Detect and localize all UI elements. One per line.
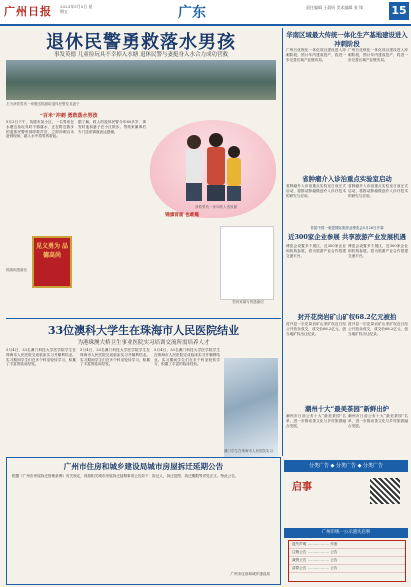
lead-photo <box>6 60 276 100</box>
story2-photo <box>224 358 278 458</box>
family-caption: 获救男孩一家向救人者致谢 <box>195 205 237 209</box>
right-story-b-headline: 省肿瘤介入诊治重点实验室启动 <box>302 175 392 183</box>
section-title: 广东 <box>178 5 206 21</box>
notice-row: 减资公告 ……………… 公告 <box>289 557 405 565</box>
right-story-c-pretitle: 首届中国一東盟国际旅游业博览会5月26日开幕 <box>310 226 384 230</box>
notice-row: 清算公告 ……………… 公告 <box>289 565 405 573</box>
newspaper-logo: 广州日报 <box>4 5 52 18</box>
page-number: 15 <box>389 2 409 20</box>
public-notice-header: 广州市统一公示遗失启事 <box>284 528 408 538</box>
right-story-c-body-2: 博览会设置多个展区，近300家企业和机构参展，将为旅游产业合作搭建交流平台。 <box>348 244 408 258</box>
heart-label: 锦旗和感谢信 <box>6 268 27 272</box>
right-story-b-body-2: 省肿瘤介入诊治重点实验室日前正式启动，将推动肿瘤微创介入诊疗技术的研究与应用。 <box>348 184 408 198</box>
public-notice-table <box>288 540 406 582</box>
notice-signature: 广州市住房和城乡建设局 <box>230 572 270 576</box>
family-photo <box>172 128 252 204</box>
story2-body-column-2: 5月4日，33名澳门科技大学医学院学生在珠海市人民医院完成临床实习并顺利结业。实习期间学生们在多个科室轮转学习，积累了丰富的临床经验。 <box>80 348 150 367</box>
editor-credit: 责任编辑 王晨昕 美术编辑 张 锋 <box>306 5 364 10</box>
right-story-c-headline: 近300家企业参展 共享旅游产业发展机遇 <box>288 233 406 241</box>
story2-photo-caption: 澳门学生在珠海市人民医院实习 <box>224 449 273 453</box>
qr-code-icon <box>370 478 400 504</box>
lead-subheadline: 事发英德 儿童捡玩具不幸掉入水塘 退休民警与妻挺身入水合力成功营救 <box>54 52 228 58</box>
notice-headline: 广州市住房和城乡建设局城市房屋拆迁延期公告 <box>63 462 224 471</box>
right-story-d-headline: 封开花岗岩矿山矿权68.2亿元被拍 <box>297 313 397 321</box>
issue-date: 2023年5月5日 星期五 <box>60 4 93 14</box>
thank-you-letter <box>220 226 274 300</box>
story2-headline: 33位澳科大学生在珠海市人民医院结业 <box>47 324 240 337</box>
story2-subheadline: 为港珠澳大桥卫生事业医院实习培训交流所需培养人才 <box>77 340 210 346</box>
right-story-a-body-2: 广州石化炼化一体化项目建设进入冲刺阶段，预计年内建成投产，将进一步完善区域产业链布局。 <box>348 48 408 62</box>
story2-body-column-1: 5月4日，33名澳门科技大学医学院学生在珠海市人民医院完成临床实习并顺利结业。实习期间学生们在多个科室轮转学习，积累了丰富的临床经验。 <box>6 348 76 367</box>
classified-ads-header: 分类广告 ◆ 分类广告 ◆ 分类广告 <box>284 460 408 472</box>
lead-photo-caption: 左为获救男孩一家赠送锦旗给退休民警及其妻子 <box>6 102 80 106</box>
lead-body-column-1: 5月3日下午，英德市某小区，一名男孩在水塘边捡玩具时不慎落水，正在附近散步的退休民警听到呼救声后，立即冲刺百米赶到现场，跳入水中将男孩救起。 <box>6 120 74 139</box>
right-story-d-body-2: 封开县一宗花岗岩矿山采矿权近日经公开拍卖成交，成交价68.2亿元，创当地矿权出让纪录。 <box>348 322 408 336</box>
right-story-a-body-1: 广州石化炼化一体化项目建设进入冲刺阶段，预计年内建成投产，将进一步完善区域产业链布局。 <box>286 48 346 62</box>
column-divider <box>282 28 283 456</box>
notice-row: 遗失声明 ……………… 作废 <box>289 541 405 549</box>
classified-notice-word: 启事 <box>292 482 312 493</box>
right-story-a-headline: 华南区域最大传统一体化生产基地建设进入冲刺阶段 <box>286 31 408 48</box>
letter-caption: 男孩家属写的感谢信 <box>232 300 264 304</box>
right-story-e-body-2: 潮州市日前公布十大“最美茶园”名单，进一步推动茶文化与乡村旅游融合发展。 <box>348 414 408 428</box>
story2-body-column-3: 5月4日，33名澳门科技大学医学院学生在珠海市人民医院完成临床实习并顺利结业。实习期间学生们在多个科室轮转学习，积累了丰富的临床经验。 <box>154 348 220 367</box>
section-divider <box>6 318 281 319</box>
lead-headline: 退休民警勇救落水男孩 <box>46 32 236 53</box>
right-story-d-body-1: 封开县一宗花岗岩矿山采矿权近日经公开拍卖成交，成交价68.2亿元，创当地矿权出让纪录。 <box>286 322 346 336</box>
right-story-c-body-1: 博览会设置多个展区，近300家企业和机构参展，将为旅游产业合作搭建交流平台。 <box>286 244 346 258</box>
right-story-e-body-1: 潮州市日前公布十大“最美茶园”名单，进一步推动茶文化与乡村旅游融合发展。 <box>286 414 346 428</box>
lead-body-column-2: 据了解，救人的退休民警今年60多岁，事发时他和妻子在小区散步。男孩家属事后专门送来锦旗表达感谢。 <box>78 120 146 134</box>
silk-banner: 见义勇为 品德高尚 <box>32 236 72 288</box>
lead-kicker: “百米”冲刺 勇救落水男孩 <box>40 113 98 119</box>
notice-body: 根据《广州市房屋拆迁管理条例》有关规定，现将相关城市房屋拆迁延期事项公告如下：拆迁人、拆迁范围、拆迁期限等详见正文。特此公告。 <box>12 474 239 478</box>
right-story-e-headline: 潮州十大“最美茶园”新鲜出炉 <box>304 405 390 413</box>
right-story-b-body-1: 省肿瘤介入诊治重点实验室日前正式启动，将推动肿瘤微创介入诊疗技术的研究与应用。 <box>286 184 346 198</box>
pull-quote: 锦旗背面 也难掩 <box>165 213 199 218</box>
notice-row: 注销公告 ……………… 公告 <box>289 549 405 557</box>
